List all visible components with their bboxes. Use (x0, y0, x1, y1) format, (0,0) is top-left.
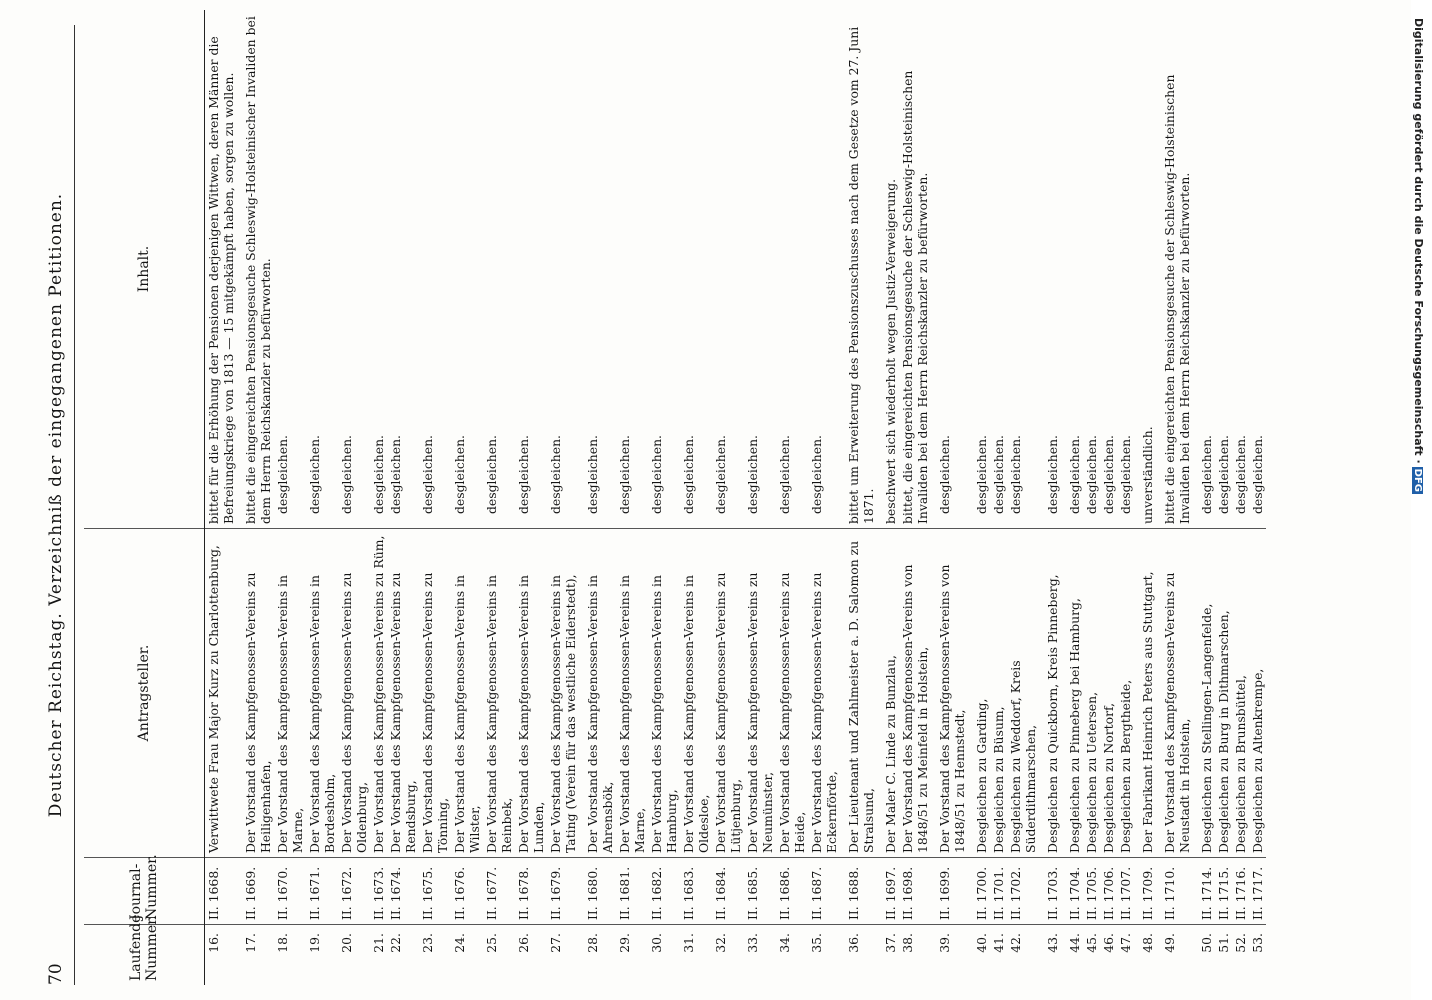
row-journal-nummer: II. 1672. (338, 858, 370, 925)
row-antragsteller: Der Vorstand des Kampfgenossen-Vereins in Oldesloe, (680, 529, 712, 858)
row-inhalt: beschwert sich wiederholt wegen Justiz-Verweigerung. (877, 10, 899, 529)
row-inhalt: desgleichen. (579, 10, 616, 529)
row-antragsteller: Der Vorstand des Kampfgenossen-Vereins von 1848/51 zu Meinfeld in Holstein, (899, 529, 931, 858)
table-row (1134, 10, 1156, 985)
table-row (370, 10, 387, 985)
header-rule (74, 25, 75, 985)
table-row (1215, 10, 1232, 985)
row-inhalt: desgleichen. (808, 10, 840, 529)
row-inhalt: desgleichen. (1249, 10, 1266, 529)
row-journal-nummer: II. 1688. (840, 858, 877, 925)
table-row (899, 10, 931, 985)
row-laufende-nummer: 45. (1084, 933, 1099, 953)
row-journal-nummer: II. 1706. (1100, 858, 1117, 925)
row-laufende-nummer: 19. (307, 933, 322, 953)
table-row (274, 10, 306, 985)
table-row (547, 10, 579, 985)
row-inhalt: desgleichen. (648, 10, 680, 529)
table-row (1249, 10, 1266, 985)
row-antragsteller: Der Vorstand des Kampfgenossen-Vereins zu Heiligenhafen, (237, 529, 274, 858)
row-journal-nummer: II. 1700. (968, 858, 990, 925)
row-laufende-nummer: 29. (617, 933, 632, 953)
table-row (419, 10, 451, 985)
table-row (712, 10, 744, 985)
row-antragsteller: Der Vorstand des Kampfgenossen-Vereins in Tating (Verein für das westliche Eiderstedt), (547, 529, 579, 858)
row-journal-nummer: II. 1687. (808, 858, 840, 925)
table-row (877, 10, 899, 985)
row-antragsteller: Der Vorstand des Kampfgenossen-Vereins in Reinbek, (483, 529, 515, 858)
row-antragsteller: Der Vorstand des Kampfgenossen-Vereins zu Neumünster, (744, 529, 776, 858)
row-inhalt: bittet um Erweiterung des Pensionszuschusses nach dem Gesetze vom 27. Juni 1871. (840, 10, 877, 529)
row-laufende-nummer: 40. (974, 933, 989, 953)
row-inhalt: desgleichen. (968, 10, 990, 529)
row-antragsteller: Der Vorstand des Kampfgenossen-Vereins zu Oldenburg, (338, 529, 370, 858)
row-laufende-nummer: 18. (275, 933, 290, 953)
row-inhalt: desgleichen. (370, 10, 387, 529)
table-row (451, 10, 483, 985)
row-antragsteller: Desgleichen zu Uetersen, (1083, 529, 1100, 858)
table-row (744, 10, 776, 985)
row-inhalt: desgleichen. (451, 10, 483, 529)
row-journal-nummer: II. 1697. (877, 858, 899, 925)
table-row (776, 10, 808, 985)
row-journal-nummer: II. 1682. (648, 858, 680, 925)
row-journal-nummer: II. 1679. (547, 858, 579, 925)
table-row (990, 10, 1007, 985)
row-inhalt: desgleichen. (419, 10, 451, 529)
table-row (205, 10, 238, 985)
row-antragsteller: Der Lieutenant und Zahlmeister a. D. Salomon zu Stralsund, (840, 529, 877, 858)
row-antragsteller: Desgleichen zu Nortorf, (1100, 529, 1117, 858)
row-laufende-nummer: 51. (1216, 933, 1231, 953)
row-journal-nummer: II. 1685. (744, 858, 776, 925)
row-laufende-nummer: 49. (1162, 933, 1177, 953)
row-antragsteller: Der Vorstand des Kampfgenossen-Vereins von 1848/51 zu Hennstedt, (931, 529, 968, 858)
row-laufende-nummer: 53. (1250, 933, 1265, 953)
table-body (205, 10, 1267, 985)
dfg-credit (1412, 18, 1425, 494)
row-inhalt: desgleichen. (306, 10, 338, 529)
row-journal-nummer: II. 1707. (1117, 858, 1134, 925)
row-journal-nummer: II. 1683. (680, 858, 712, 925)
row-laufende-nummer: 26. (516, 933, 531, 953)
row-laufende-nummer: 52. (1233, 933, 1248, 953)
row-journal-nummer: II. 1684. (712, 858, 744, 925)
table-row (968, 10, 990, 985)
row-laufende-nummer: 48. (1140, 933, 1155, 953)
row-antragsteller: Der Vorstand des Kampfgenossen-Vereins zu Neustadt in Holstein, (1156, 529, 1193, 858)
table-row (515, 10, 547, 985)
row-journal-nummer: II. 1674. (387, 858, 419, 925)
table-row (387, 10, 419, 985)
row-journal-nummer: II. 1698. (899, 858, 931, 925)
table-row (1156, 10, 1193, 985)
row-laufende-nummer: 27. (548, 933, 563, 953)
row-laufende-nummer: 43. (1045, 933, 1060, 953)
col-antragsteller: Antragsteller. (84, 529, 205, 858)
table-row (680, 10, 712, 985)
row-journal-nummer: II. 1671. (306, 858, 338, 925)
row-antragsteller: Desgleichen zu Stellingen-Langenfelde, (1193, 529, 1215, 858)
dfg-logo: DFG (1412, 468, 1423, 493)
table-row (1007, 10, 1039, 985)
row-journal-nummer: II. 1677. (483, 858, 515, 925)
table-row (1061, 10, 1083, 985)
row-journal-nummer: II. 1699. (931, 858, 968, 925)
col-journal-nummer: Journal-Nummer. (84, 858, 205, 925)
row-inhalt: desgleichen. (776, 10, 808, 529)
table-row (338, 10, 370, 985)
row-journal-nummer: II. 1670. (274, 858, 306, 925)
row-journal-nummer: II. 1673. (370, 858, 387, 925)
row-antragsteller: Der Vorstand des Kampfgenossen-Vereins zu Lütjenburg, (712, 529, 744, 858)
row-antragsteller: Der Vorstand des Kampfgenossen-Vereins zu Tönning, (419, 529, 451, 858)
row-inhalt: desgleichen. (515, 10, 547, 529)
col-inhalt: Inhalt. (84, 10, 205, 529)
row-laufende-nummer: 39. (937, 933, 952, 953)
table-row (1193, 10, 1215, 985)
row-antragsteller: Desgleichen zu Quickborn, Kreis Pinneberg, (1039, 529, 1061, 858)
table-row (616, 10, 648, 985)
page-title: Deutscher Reichstag. Verzeichniß der eingegangenen Petitionen. (46, 192, 66, 818)
row-inhalt: desgleichen. (1232, 10, 1249, 529)
page-number: 70 (46, 963, 66, 985)
row-laufende-nummer: 36. (846, 933, 861, 953)
row-laufende-nummer: 37. (883, 933, 898, 953)
row-antragsteller: Der Vorstand des Kampfgenossen-Vereins in Hamburg, (648, 529, 680, 858)
row-journal-nummer: II. 1710. (1156, 858, 1193, 925)
row-inhalt: unverständlich. (1134, 10, 1156, 529)
row-inhalt: desgleichen. (616, 10, 648, 529)
table-row (1100, 10, 1117, 985)
row-antragsteller: Desgleichen zu Bergtheide, (1117, 529, 1134, 858)
row-inhalt: desgleichen. (1117, 10, 1134, 529)
document-page (40, 16, 1385, 985)
row-laufende-nummer: 50. (1199, 933, 1214, 953)
row-laufende-nummer: 35. (809, 933, 824, 953)
row-laufende-nummer: 47. (1118, 933, 1133, 953)
row-inhalt: desgleichen. (1083, 10, 1100, 529)
row-antragsteller: Desgleichen zu Brunsbüttel, (1232, 529, 1249, 858)
table-row (1117, 10, 1134, 985)
row-inhalt: desgleichen. (338, 10, 370, 529)
row-antragsteller: Desgleichen zu Büsum, (990, 529, 1007, 858)
row-inhalt: desgleichen. (1193, 10, 1215, 529)
row-inhalt: desgleichen. (547, 10, 579, 529)
row-inhalt: desgleichen. (680, 10, 712, 529)
table-row (579, 10, 616, 985)
table-row (237, 10, 274, 985)
row-journal-nummer: II. 1676. (451, 858, 483, 925)
row-laufende-nummer: 16. (206, 933, 221, 953)
row-antragsteller: Der Vorstand des Kampfgenossen-Vereins zu Rendsburg, (387, 529, 419, 858)
row-journal-nummer: II. 1717. (1249, 858, 1266, 925)
dfg-credit-text: Digitalisierung gefördert durch die Deutsche Forschungsgemeinschaft · (1412, 18, 1425, 464)
row-antragsteller: Der Fabrikant Heinrich Peters aus Stuttgart, (1134, 529, 1156, 858)
row-laufende-nummer: 31. (681, 933, 696, 953)
row-inhalt: desgleichen. (1100, 10, 1117, 529)
row-laufende-nummer: 46. (1101, 933, 1116, 953)
table-row (840, 10, 877, 985)
row-inhalt: desgleichen. (274, 10, 306, 529)
row-antragsteller: Der Vorstand des Kampfgenossen-Vereins in Marne, (274, 529, 306, 858)
table-row (1083, 10, 1100, 985)
row-journal-nummer: II. 1701. (990, 858, 1007, 925)
row-antragsteller: Desgleichen zu Garding, (968, 529, 990, 858)
petition-table (84, 10, 1266, 985)
row-laufende-nummer: 25. (484, 933, 499, 953)
row-journal-nummer: II. 1715. (1215, 858, 1232, 925)
row-journal-nummer: II. 1714. (1193, 858, 1215, 925)
row-laufende-nummer: 20. (339, 933, 354, 953)
row-antragsteller: Der Vorstand des Kampfgenossen-Vereins in Wilster, (451, 529, 483, 858)
row-laufende-nummer: 38. (900, 933, 915, 953)
row-journal-nummer: II. 1709. (1134, 858, 1156, 925)
row-laufende-nummer: 44. (1067, 933, 1082, 953)
row-journal-nummer: II. 1681. (616, 858, 648, 925)
table-row (483, 10, 515, 985)
row-journal-nummer: II. 1702. (1007, 858, 1039, 925)
row-laufende-nummer: 23. (420, 933, 435, 953)
row-antragsteller: Der Vorstand des Kampfgenossen-Vereins zu Heide, (776, 529, 808, 858)
row-antragsteller: Der Vorstand des Kampfgenossen-Vereins in Bordesholm, (306, 529, 338, 858)
row-journal-nummer: II. 1680. (579, 858, 616, 925)
row-inhalt: desgleichen. (990, 10, 1007, 529)
row-inhalt: desgleichen. (483, 10, 515, 529)
row-inhalt: desgleichen. (387, 10, 419, 529)
row-inhalt: bittet die eingereichten Pensionsgesuche Schleswig-Holsteinischer Invaliden bei dem Herrn Reichskanzler zu befürworten. (237, 10, 274, 529)
row-laufende-nummer: 32. (713, 933, 728, 953)
table-row (1232, 10, 1249, 985)
row-antragsteller: Desgleichen zu Burg in Dithmarschen, (1215, 529, 1232, 858)
row-inhalt: desgleichen. (712, 10, 744, 529)
row-laufende-nummer: 34. (777, 933, 792, 953)
row-inhalt: desgleichen. (931, 10, 968, 529)
row-inhalt: bittet für die Erhöhung der Pensionen derjenigen Wittwen, deren Männer die Befreiungskriege von 1813 — 15 mitgekämpft haben, sorgen zu wollen. (205, 10, 238, 529)
row-laufende-nummer: 42. (1008, 933, 1023, 953)
row-inhalt: desgleichen. (1061, 10, 1083, 529)
row-journal-nummer: II. 1668. (205, 858, 238, 925)
table-row (1039, 10, 1061, 985)
row-antragsteller: Der Vorstand des Kampfgenossen-Vereins zu Eckernförde, (808, 529, 840, 858)
row-laufende-nummer: 33. (745, 933, 760, 953)
table-row (306, 10, 338, 985)
row-inhalt: bittet die eingereichten Pensionsgesuche der Schleswig-Holsteinischen Invaliden bei dem Herrn Reichskanzler zu befürworten. (1156, 10, 1193, 529)
row-laufende-nummer: 28. (585, 933, 600, 953)
row-inhalt: desgleichen. (1215, 10, 1232, 529)
table-row (648, 10, 680, 985)
row-laufende-nummer: 21. (371, 933, 386, 953)
row-antragsteller: Der Maler C. Linde zu Bunzlau, (877, 529, 899, 858)
row-journal-nummer: II. 1675. (419, 858, 451, 925)
row-antragsteller: Desgleichen zu Weddorf, Kreis Süderdithmarschen, (1007, 529, 1039, 858)
row-antragsteller: Verwittwete Frau Major Kurz zu Charlottenburg, (205, 529, 238, 858)
row-antragsteller: Der Vorstand des Kampfgenossen-Vereins in Marne, (616, 529, 648, 858)
row-inhalt: desgleichen. (1039, 10, 1061, 529)
row-antragsteller: Desgleichen zu Pinneberg bei Hamburg, (1061, 529, 1083, 858)
row-antragsteller: Der Vorstand des Kampfgenossen-Vereins in Ahrensbök, (579, 529, 616, 858)
row-journal-nummer: II. 1705. (1083, 858, 1100, 925)
page-header (40, 25, 74, 985)
row-laufende-nummer: 24. (452, 933, 467, 953)
row-journal-nummer: II. 1704. (1061, 858, 1083, 925)
row-inhalt: desgleichen. (744, 10, 776, 529)
row-antragsteller: Der Vorstand des Kampfgenossen-Vereins in Lunden, (515, 529, 547, 858)
row-laufende-nummer: 30. (649, 933, 664, 953)
row-journal-nummer: II. 1686. (776, 858, 808, 925)
row-antragsteller: Der Vorstand des Kampfgenossen-Vereins zu Rüm, (370, 529, 387, 858)
row-journal-nummer: II. 1703. (1039, 858, 1061, 925)
table-row (808, 10, 840, 985)
table-row (931, 10, 968, 985)
col-laufende-nummer: Laufende Nummer. (84, 925, 205, 986)
row-antragsteller: Desgleichen zu Altenkrempe, (1249, 529, 1266, 858)
table-header-row (84, 10, 205, 985)
row-laufende-nummer: 17. (243, 933, 258, 953)
row-journal-nummer: II. 1669. (237, 858, 274, 925)
row-journal-nummer: II. 1678. (515, 858, 547, 925)
row-inhalt: desgleichen. (1007, 10, 1039, 529)
row-laufende-nummer: 41. (991, 933, 1006, 953)
row-journal-nummer: II. 1716. (1232, 858, 1249, 925)
row-laufende-nummer: 22. (388, 933, 403, 953)
row-inhalt: bittet, die eingereichten Pensionsgesuche der Schleswig-Holsteinischen Invaliden bei dem Herrn Reichskanzler zu befürworten. (899, 10, 931, 529)
